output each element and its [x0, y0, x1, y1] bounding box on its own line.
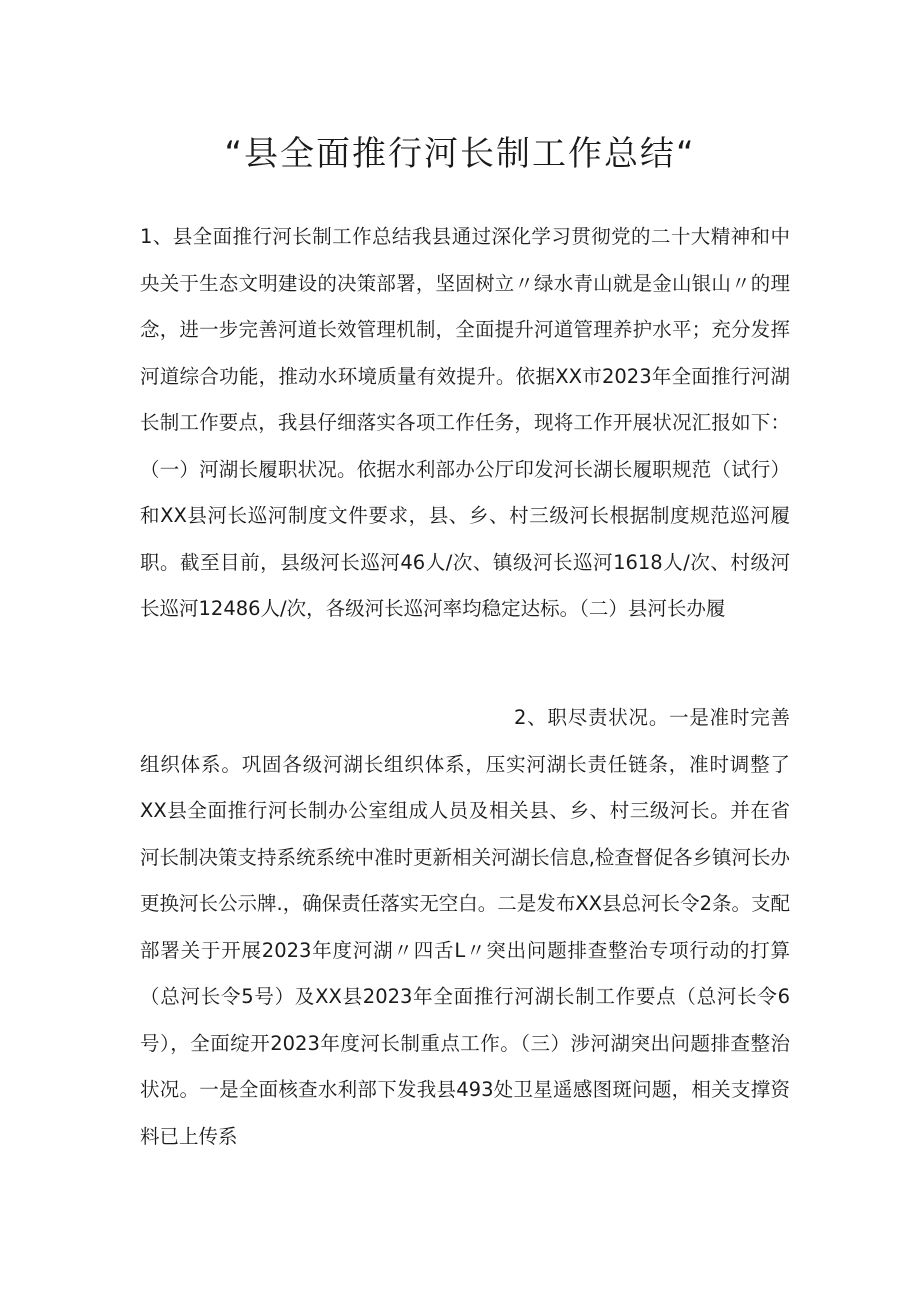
document-title: “县全面推行河长制工作总结“	[224, 134, 696, 174]
paragraph-1: 1、县全面推行河长制工作总结我县通过深化学习贯彻党的二十大精神和中央关于生态文明建设的决策部署，坚固树立〃绿水青山就是金山银山〃的理念，进一步完善河道长效管理机制，全面提升河道管理养护水平；充分发挥河道综合功能，推动水环境质量有效提升。依据XX市2023年全面推行河湖长制工作要点，我县仔细落实各项工作任务，现将工作开展状况汇报如下：（一）河湖长履职状况。依据水利部办公厅印发河长湖长履职规范（试行）和XX县河长巡河制度文件要求，县、乡、村三级河长根据制度规范巡河履职。截至目前，县级河长巡河46人/次、镇级河长巡河1618人/次、村级河长巡河12486人/次，各级河长巡河率均稳定达标。（二）县河长办履	[140, 225, 790, 620]
paragraph-2: 2、职尽责状况。一是准时完善组织体系。巩固各级河湖长组织体系，压实河湖长责任链条，准时调整了XX县全面推行河长制办公室组成人员及相关县、乡、村三级河长。并在省河长制决策支持系统系统中准时更新相关河湖长信息,检查督促各乡镇河长办更换河长公示牌.，确保责任落实无空白。二是发布XX县总河长令2条。支配部署关于开展2023年度河湖〃四舌L〃突出问题排查整治专项行动的打算（总河长令5号）及XX县2023年全面推行河湖长制工作要点（总河长令6号），全面绽开2023年度河长制重点工作。（三）涉河湖突出问题排查整治状况。一是全面核查水利部下发我县493处卫星遥感图斑问题，相关支撑资料已上传系	[140, 706, 790, 1148]
